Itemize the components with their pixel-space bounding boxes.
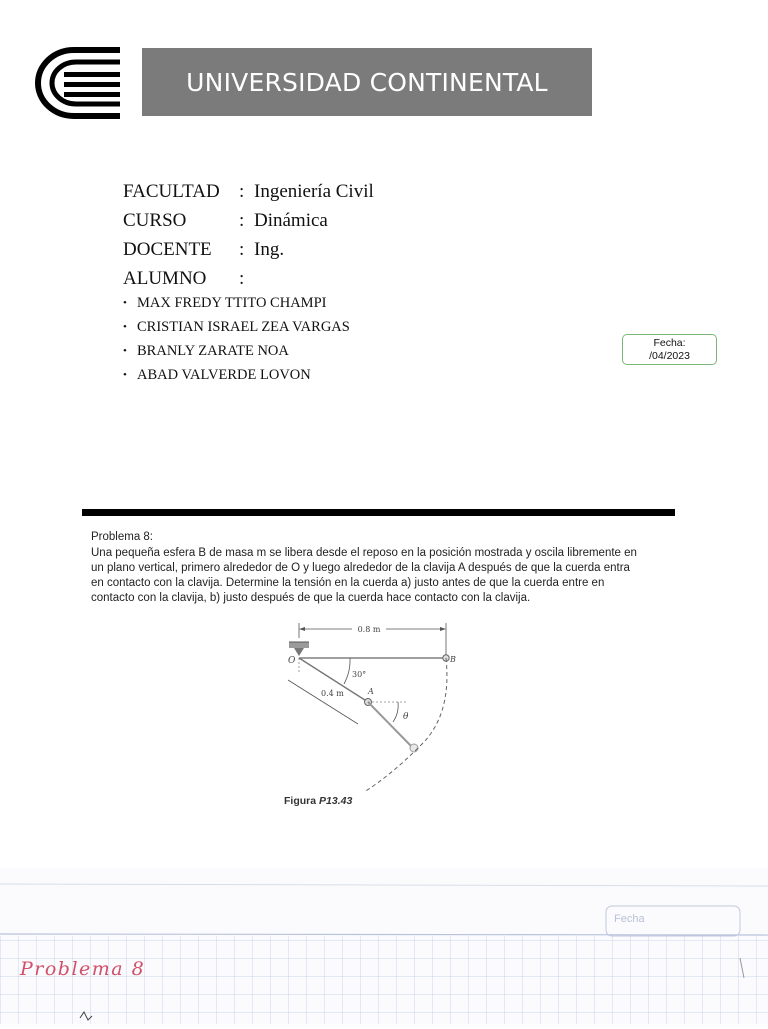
info-row-teacher <box>123 235 374 264</box>
list-item <box>123 363 350 387</box>
problem-body <box>91 546 657 606</box>
course-info <box>123 177 374 293</box>
list-item <box>123 315 350 339</box>
student-name: ABAD VALVERDE LOVON <box>137 366 311 383</box>
student-list <box>123 291 350 387</box>
list-item <box>123 339 350 363</box>
handwritten-title: Problema 8 <box>20 958 146 980</box>
student-name: CRISTIAN ISRAEL ZEA VARGAS <box>137 318 350 335</box>
date-box <box>622 334 717 365</box>
info-row-course <box>123 206 374 235</box>
university-banner <box>142 48 592 116</box>
label-b: B <box>450 655 456 664</box>
swing-path <box>364 658 447 792</box>
dim-side-label: 0.4 m <box>321 689 344 698</box>
figure-caption <box>284 795 352 807</box>
string-a-sphere <box>368 702 413 748</box>
info-label: CURSO <box>123 210 187 231</box>
list-item <box>123 291 350 315</box>
info-row-faculty <box>123 177 374 206</box>
notebook-photo <box>0 868 768 1024</box>
problem-title: Problema 8: <box>91 531 154 543</box>
support-block <box>289 642 309 648</box>
logo-mark-icon <box>34 46 124 120</box>
sphere-b-final <box>410 744 418 752</box>
info-separator: : <box>239 210 245 231</box>
problem-line: en contacto con la clavija. Determine la tensión en la cuerda a) justo antes de que la cuerda entre en <box>91 577 605 589</box>
bullet-icon: • <box>123 321 127 333</box>
bullet-icon: • <box>123 345 127 357</box>
info-separator: : <box>239 239 245 260</box>
label-o: O <box>288 656 296 666</box>
theta-label: θ <box>403 712 409 722</box>
info-label: FACULTAD <box>123 181 220 202</box>
date-label: Fecha: <box>653 337 686 349</box>
info-value: Ing. <box>254 239 285 260</box>
info-separator: : <box>239 268 245 289</box>
dim-top-label: 0.8 m <box>357 625 381 634</box>
problem-line: Una pequeña esfera B de masa m se libera desde el reposo en la posición mostrada y oscila libremente en <box>91 547 637 559</box>
pivot-icon <box>294 648 304 656</box>
info-label: ALUMNO <box>123 268 207 289</box>
student-name: BRANLY ZARATE NOA <box>137 342 289 359</box>
university-name: UNIVERSIDAD CONTINENTAL <box>186 67 548 97</box>
problem-line: contacto con la clavija, b) justo después de que la cuerda hace contacto con la clavija. <box>91 592 531 604</box>
section-divider <box>82 509 675 516</box>
label-a: A <box>368 687 374 696</box>
notebook-grid <box>0 868 768 1024</box>
university-logo <box>34 46 124 120</box>
problem-line: un plano vertical, primero alrededor de O y luego alrededor de la clavija A después de que la cuerda entra <box>91 562 630 574</box>
bullet-icon: • <box>123 297 127 309</box>
info-separator: : <box>239 181 245 202</box>
bullet-icon: • <box>123 369 127 381</box>
pendulum-diagram <box>280 616 480 792</box>
caption-id: P13.43 <box>319 795 353 807</box>
problem-statement <box>91 530 657 606</box>
student-name: MAX FREDY TTITO CHAMPI <box>137 294 327 311</box>
notebook-date-label: Fecha <box>614 913 645 925</box>
date-value: /04/2023 <box>649 350 690 362</box>
problem-figure <box>280 616 480 792</box>
caption-prefix: Figura <box>284 795 317 807</box>
info-value: Ingeniería Civil <box>254 181 374 202</box>
info-row-student <box>123 264 374 293</box>
info-value: Dinámica <box>254 210 328 231</box>
angle-label: 30° <box>352 670 367 679</box>
info-label: DOCENTE <box>123 239 212 260</box>
